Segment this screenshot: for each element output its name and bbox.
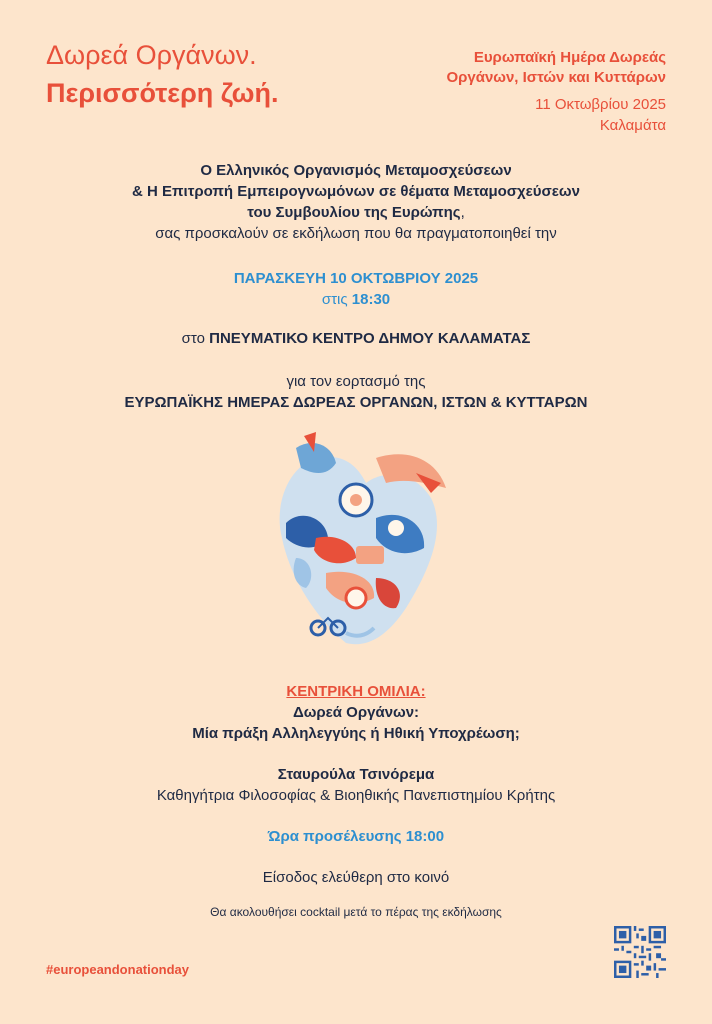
cocktail-block bbox=[0, 902, 712, 923]
event-name-line-2: Οργάνων, Ιστών και Κυττάρων bbox=[446, 69, 666, 86]
event-city: Καλαμάτα bbox=[599, 117, 666, 134]
cocktail-note: Θα ακολουθήσει cocktail μετά το πέρας της εκδήλωσης bbox=[210, 905, 502, 919]
keynote-title-2: Μία πράξη Αλληλεγγύης ή Ηθική Υποχρέωση; bbox=[192, 725, 520, 742]
occasion-line-1: για τον εορτασμό της bbox=[286, 373, 426, 390]
entry-block bbox=[0, 867, 712, 888]
org-line-2-text: & Η Επιτροπή Εμπειρογνωμόνων σε θέματα Μεταμοσχεύσεων bbox=[132, 183, 580, 200]
org-line-2 bbox=[0, 181, 712, 202]
speaker-block bbox=[0, 764, 712, 806]
event-time-line bbox=[0, 289, 712, 310]
when-block bbox=[0, 268, 712, 310]
arrival-time: Ώρα προσέλευσης 18:00 bbox=[267, 828, 445, 845]
event-date: 11 Οκτωβρίου 2025 bbox=[535, 96, 666, 113]
time-prefix: στις bbox=[321, 291, 352, 308]
occasion-block bbox=[0, 371, 712, 413]
header-event-info bbox=[446, 48, 666, 136]
venue-block bbox=[0, 328, 712, 349]
title-line-2: Περισσότερη ζωή. bbox=[46, 78, 279, 108]
org-line-1: Ο Ελληνικός Οργανισμός Μεταμοσχεύσεων bbox=[200, 162, 512, 179]
speaker-name: Σταυρούλα Τσινόρεμα bbox=[277, 766, 435, 783]
event-time: 18:30 bbox=[351, 291, 391, 308]
venue-prefix: στο bbox=[181, 330, 210, 347]
keynote-block bbox=[0, 681, 712, 744]
free-entry: Είσοδος ελεύθερη στο κοινό bbox=[262, 869, 450, 886]
title-line-1: Δωρεά Οργάνων. bbox=[46, 40, 257, 70]
venue-line bbox=[0, 328, 712, 349]
keynote-title-1: Δωρεά Οργάνων: bbox=[292, 704, 420, 721]
occasion-line-2: ΕΥΡΩΠΑΪΚΗΣ ΗΜΕΡΑΣ ΔΩΡΕΑΣ ΟΡΓΑΝΩΝ, ΙΣΤΩΝ & ΚΥΤΤΑΡΩΝ bbox=[124, 394, 588, 411]
heart-illustration bbox=[256, 428, 456, 650]
org-line-3-text: του Συμβουλίου της Ευρώπης bbox=[247, 204, 461, 221]
intro-block bbox=[0, 160, 712, 244]
qr-code-icon[interactable] bbox=[614, 926, 666, 978]
org-line-3-suffix: , bbox=[460, 204, 465, 221]
keynote-label: ΚΕΝΤΡΙΚΗ ΟΜΙΛΙΑ: bbox=[286, 683, 426, 700]
venue-name: ΠΝΕΥΜΑΤΙΚΟ ΚΕΝΤΡΟ ΔΗΜΟΥ ΚΑΛΑΜΑΤΑΣ bbox=[209, 330, 531, 347]
org-line-3 bbox=[0, 202, 712, 223]
event-day-date: ΠΑΡΑΣΚΕΥΗ 10 ΟΚΤΩΒΡΙΟΥ 2025 bbox=[233, 270, 479, 287]
event-name-line-1: Ευρωπαϊκή Ημέρα Δωρεάς bbox=[473, 49, 666, 66]
invite-line: σας προσκαλούν σε εκδήλωση που θα πραγματοποιηθεί την bbox=[155, 225, 557, 242]
hashtag[interactable]: #europeandonationday bbox=[46, 962, 190, 977]
arrival-block bbox=[0, 826, 712, 847]
speaker-role: Καθηγήτρια Φιλοσοφίας & Βιοηθικής Πανεπιστημίου Κρήτης bbox=[156, 787, 556, 804]
